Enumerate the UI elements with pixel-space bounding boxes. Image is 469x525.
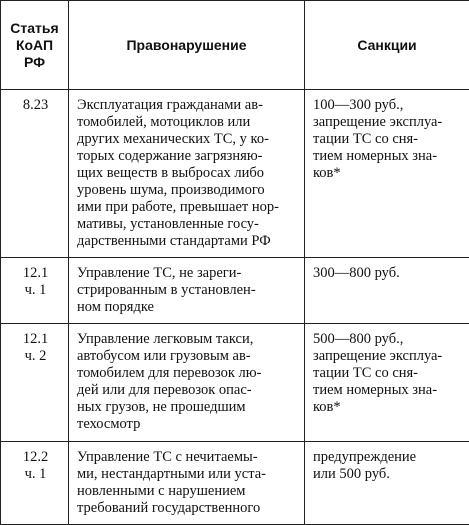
header-offense: Правонарушение — [69, 1, 305, 90]
table-row — [1, 90, 469, 258]
article-cell: 12.1 ч. 2 — [1, 324, 69, 442]
table-header-row — [1, 1, 469, 90]
sanctions-cell: предупреждение или 500 руб. — [305, 442, 469, 525]
article-cell: 12.1 ч. 1 — [1, 258, 69, 324]
table-row — [1, 442, 469, 525]
header-article: Статья КоАП РФ — [1, 1, 69, 90]
header-sanctions: Санкции — [305, 1, 469, 90]
offense-cell: Эксплуатация гражданами ав- томобилей, мотоциклов или других механических ТС, у ко- торых содержание загрязняю- щих веществ в выбросах либо уровень шума, производимого ими при работе, превышает нор- мативы, установленные госу- дарственными стандартами РФ — [69, 90, 305, 258]
article-cell: 8.23 — [1, 90, 69, 258]
article-cell: 12.2 ч. 1 — [1, 442, 69, 525]
offense-cell: Управление легковым такси, автобусом или грузовым ав- томобилем для перевозок лю- дей или для перевозок опас- ных грузов, не прошедшим техосмотр — [69, 324, 305, 442]
offense-cell: Управление ТС с нечитаемы- ми, нестандартными или уста- новленными с нарушением требований государственного — [69, 442, 305, 525]
offense-cell: Управление ТС, не зареги- стрированным в установлен- ном порядке — [69, 258, 305, 324]
sanctions-cell: 500—800 руб., запрещение эксплуа- тации ТС со сня- тием номерных зна- ков* — [305, 324, 469, 442]
table-row — [1, 258, 469, 324]
table-row — [1, 324, 469, 442]
sanctions-cell: 300—800 руб. — [305, 258, 469, 324]
sanctions-cell: 100—300 руб., запрещение эксплуа- тации ТС со сня- тием номерных зна- ков* — [305, 90, 469, 258]
